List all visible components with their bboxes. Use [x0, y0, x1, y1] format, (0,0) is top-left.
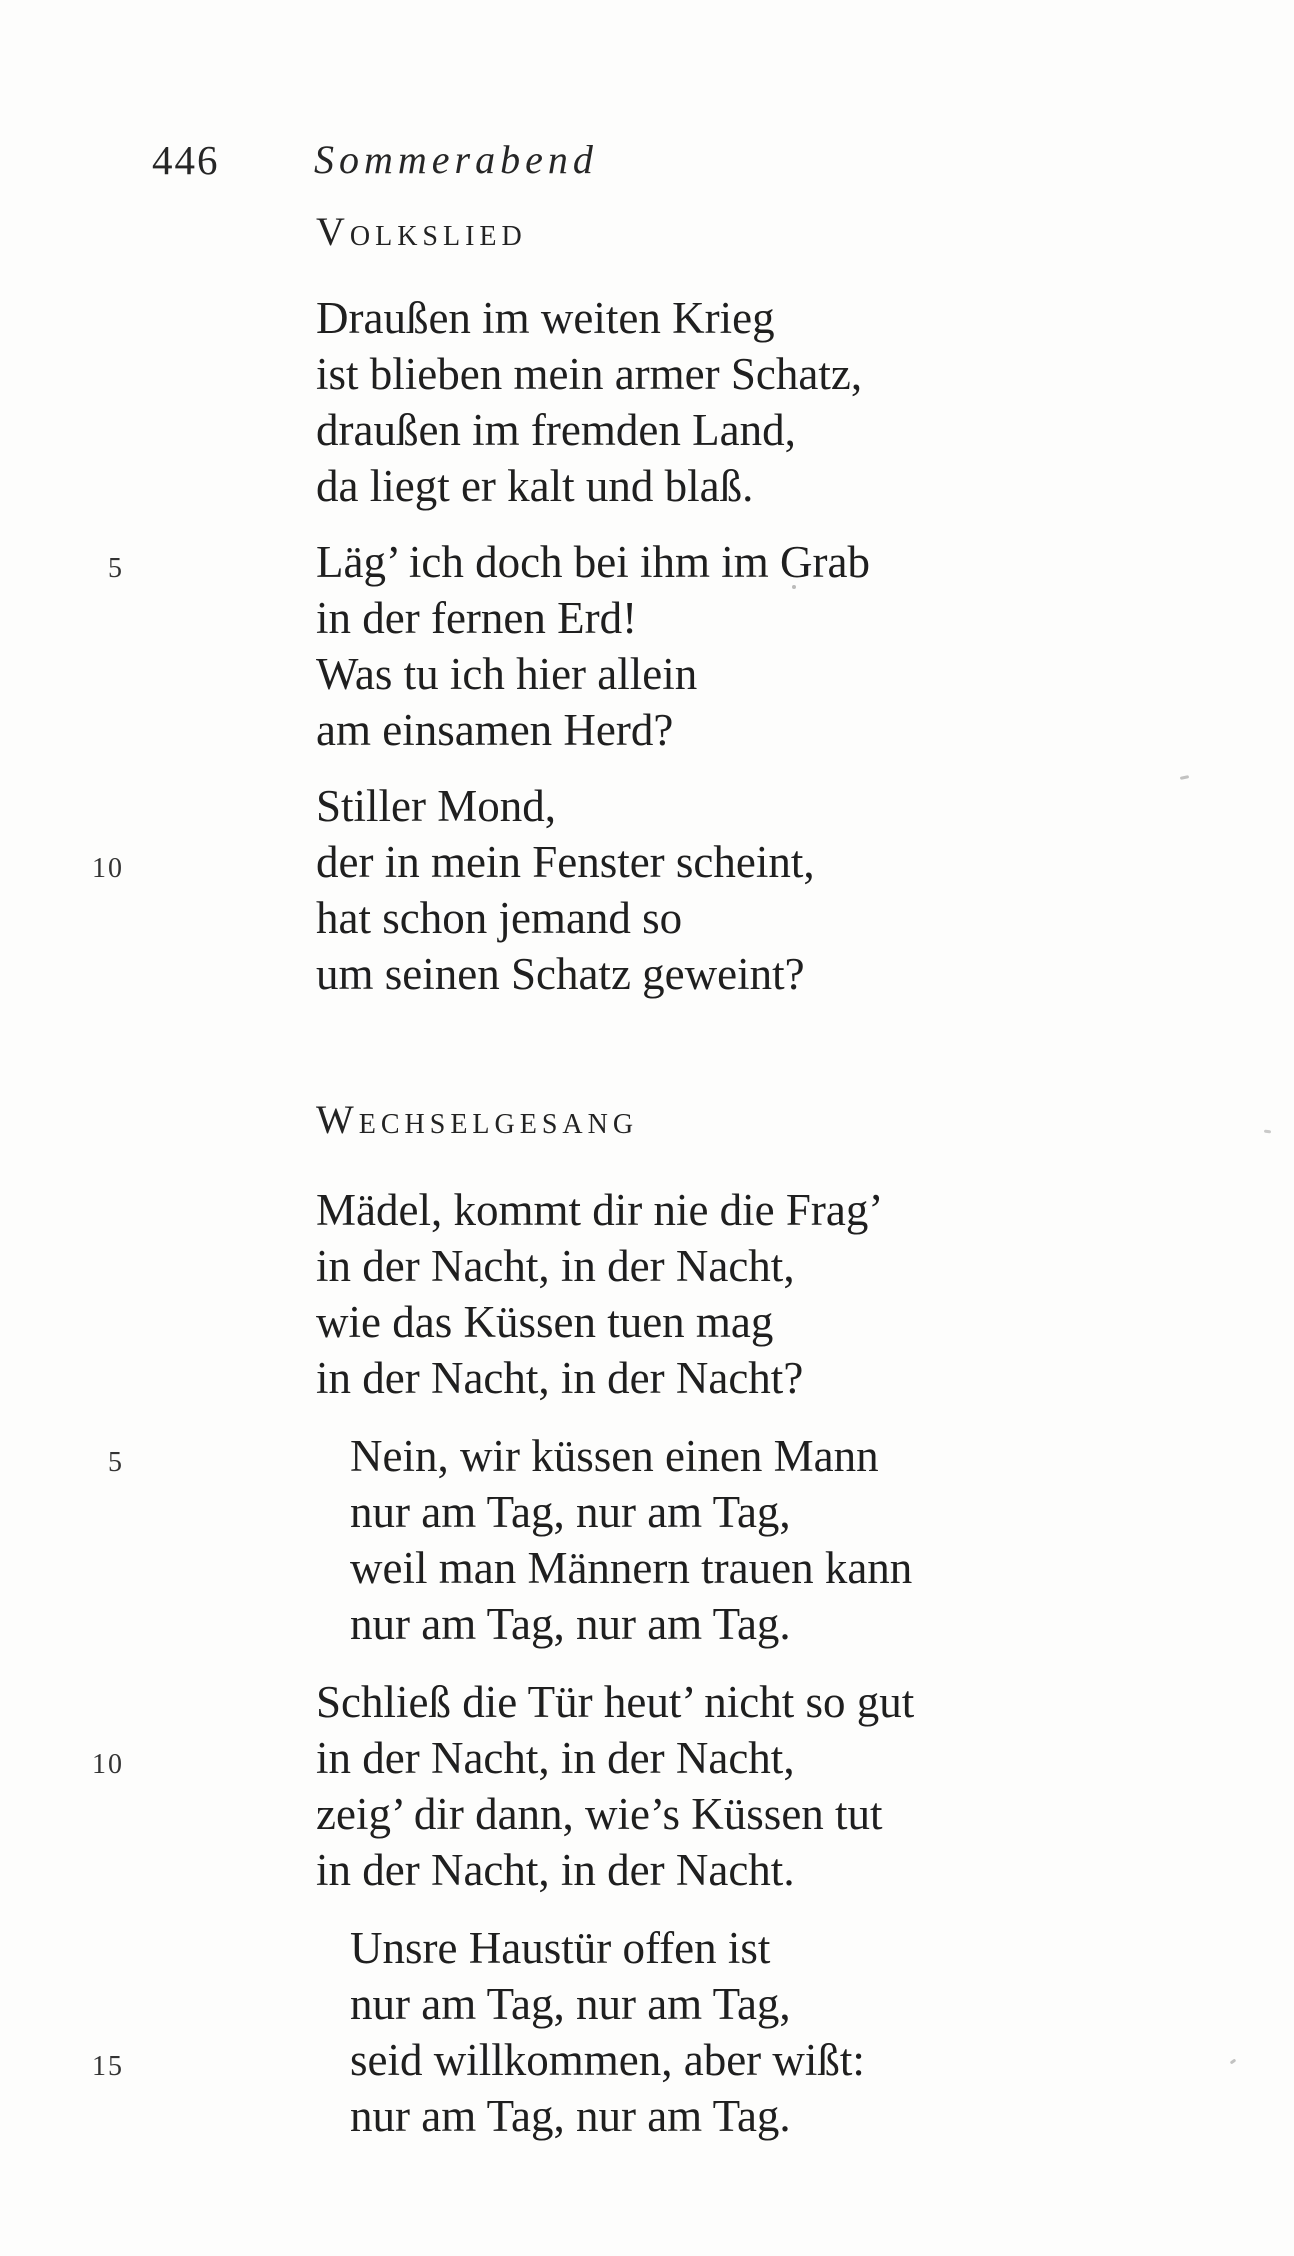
- verse-text: wie das Küssen tuen mag: [316, 1297, 774, 1347]
- verse-line: [316, 346, 862, 402]
- poem-heading-wechselgesang: Wechselgesang: [316, 1097, 639, 1142]
- verse-text: Läg’ ich doch bei ihm im Grab: [316, 537, 870, 587]
- verse-text: Schließ die Tür heut’ nicht so gut: [316, 1677, 915, 1727]
- verse-text: weil man Männern trauen kann: [350, 1543, 913, 1593]
- verse-line: [316, 590, 870, 646]
- line-number: 5: [108, 1447, 124, 1478]
- stanza: [92, 1674, 915, 1898]
- verse-line: [316, 1786, 914, 1842]
- verse-line: [108, 534, 870, 590]
- scan-speck: [1264, 1130, 1271, 1134]
- verse-text: Was tu ich hier allein: [316, 649, 698, 699]
- stanza: [316, 1182, 883, 1406]
- verse-line: [316, 646, 870, 702]
- verse-line: [316, 1294, 883, 1350]
- stanza: [316, 290, 862, 514]
- verse-line: [316, 290, 862, 346]
- verse-line: [316, 890, 815, 946]
- verse-line: [316, 1238, 883, 1294]
- verse-text: in der fernen Erd!: [316, 593, 638, 643]
- verse-line: [316, 1484, 912, 1540]
- verse-text: in der Nacht, in der Nacht,: [316, 1733, 795, 1783]
- verse-line: [316, 1596, 912, 1652]
- verse-line: [316, 1842, 914, 1898]
- verse-line: [316, 1182, 883, 1238]
- stanza: [92, 1920, 865, 2144]
- verse-text: draußen im fremden Land,: [316, 405, 796, 455]
- verse-text: nur am Tag, nur am Tag.: [350, 1599, 791, 1649]
- verse-line: [316, 1350, 883, 1406]
- verse-line: [316, 778, 815, 834]
- verse-line: [316, 702, 870, 758]
- line-number: 10: [92, 1749, 124, 1780]
- verse-text: Stiller Mond,: [316, 781, 557, 831]
- stanza: [108, 1428, 913, 1652]
- verse-text: nur am Tag, nur am Tag.: [350, 2091, 791, 2141]
- line-number: 10: [92, 853, 124, 884]
- verse-line: [316, 1674, 914, 1730]
- verse-text: Draußen im weiten Krieg: [316, 293, 775, 343]
- verse-line: [316, 1540, 912, 1596]
- verse-line: [316, 946, 815, 1002]
- verse-text: nur am Tag, nur am Tag,: [350, 1487, 791, 1537]
- verse-text: am einsamen Herd?: [316, 705, 674, 755]
- poem-heading-volkslied: Volkslied: [316, 209, 527, 254]
- verse-text: nur am Tag, nur am Tag,: [350, 1979, 791, 2029]
- scan-speck: [1180, 775, 1189, 780]
- verse-line: [92, 2032, 865, 2088]
- verse-line: [92, 834, 815, 890]
- stanza: [92, 778, 815, 1002]
- verse-text: Unsre Haustür offen ist: [350, 1923, 771, 1973]
- page-number: 446: [152, 137, 220, 183]
- verse-text: um seinen Schatz geweint?: [316, 949, 805, 999]
- verse-text: ist blieben mein armer Schatz,: [316, 349, 863, 399]
- verse-text: da liegt er kalt und blaß.: [316, 461, 754, 511]
- verse-text: Nein, wir küssen einen Mann: [350, 1431, 879, 1481]
- verse-line: [108, 1428, 912, 1484]
- running-header: [0, 138, 1294, 188]
- stanza: [108, 534, 870, 758]
- verse-text: hat schon jemand so: [316, 893, 683, 943]
- verse-line: [316, 402, 862, 458]
- verse-text: in der Nacht, in der Nacht,: [316, 1241, 795, 1291]
- scan-speck: [792, 585, 796, 589]
- verse-line: [316, 458, 862, 514]
- line-number: 5: [108, 553, 124, 584]
- verse-line: [316, 2088, 865, 2144]
- verse-text: Mädel, kommt dir nie die Frag’: [316, 1185, 884, 1235]
- verse-text: zeig’ dir dann, wie’s Küssen tut: [316, 1789, 883, 1839]
- verse-text: in der Nacht, in der Nacht?: [316, 1353, 804, 1403]
- verse-line: [316, 1920, 865, 1976]
- verse-line: [316, 1976, 865, 2032]
- verse-text: seid willkommen, aber wißt:: [350, 2035, 865, 2085]
- verse-line: [92, 1730, 914, 1786]
- scan-speck: [1230, 2059, 1237, 2065]
- verse-text: in der Nacht, in der Nacht.: [316, 1845, 795, 1895]
- verse-text: der in mein Fenster scheint,: [316, 837, 815, 887]
- running-title: Sommerabend: [314, 137, 598, 182]
- line-number: 15: [92, 2051, 124, 2082]
